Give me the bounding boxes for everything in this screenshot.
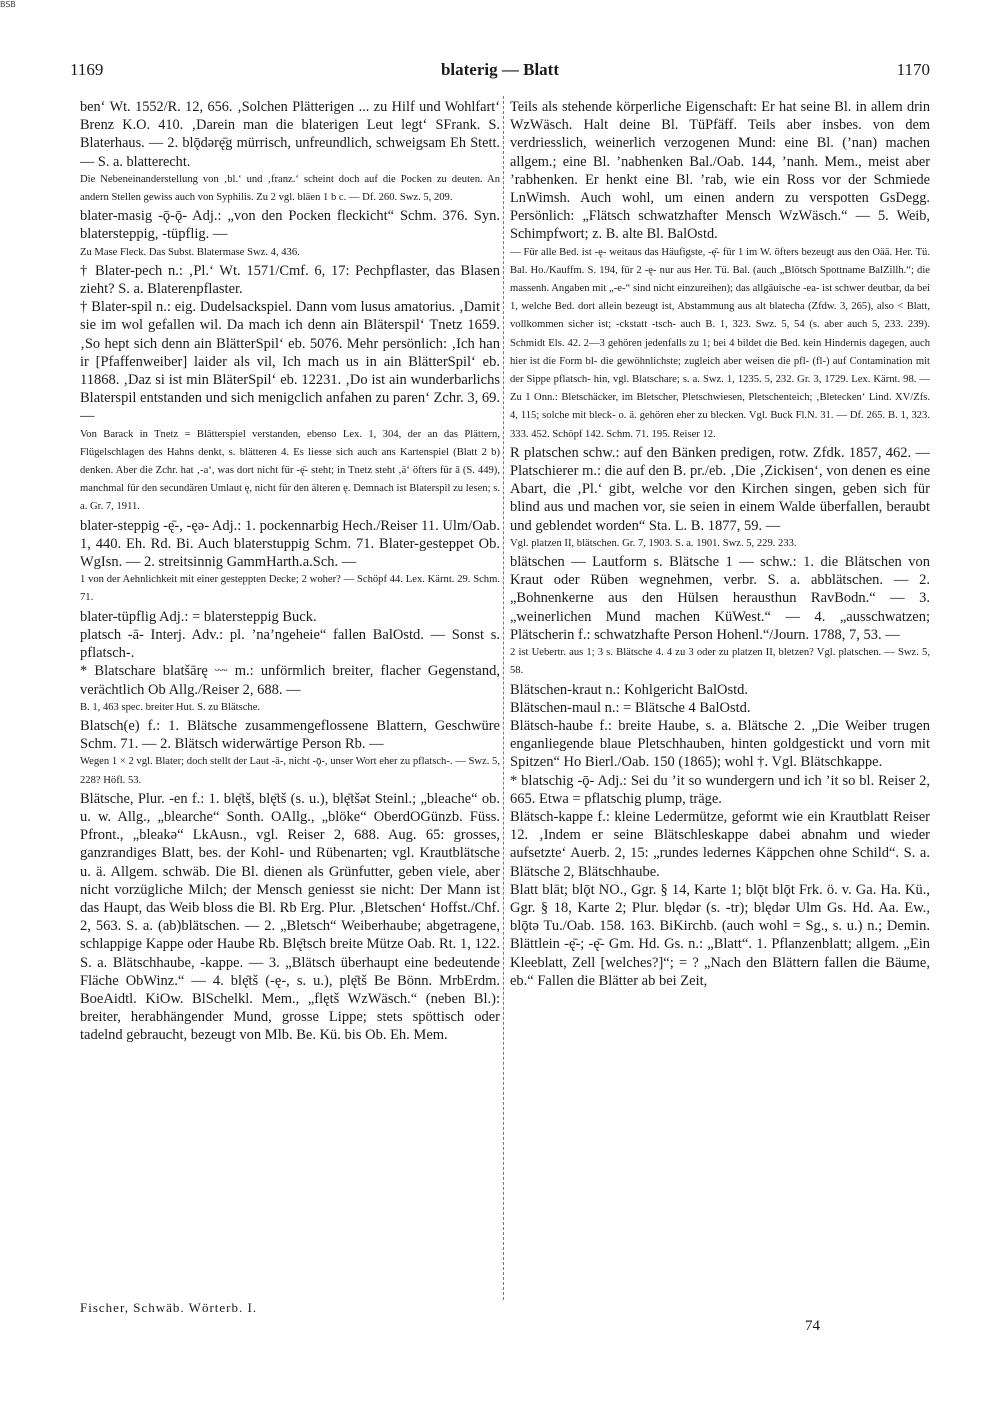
dictionary-entry: platsch -ā- Interj. Adv.: pl. ’na’ngeheie“ fallen BalOstd. — Sonst s. pflatsch-. (80, 626, 500, 662)
signature-number: 74 (805, 1318, 820, 1334)
etymology-note: Zu Mase Fleck. Das Subst. Blatermase Swz. 4, 436. (80, 246, 300, 258)
etymology-note: 1 von der Aehnlichkeit mit einer gesteppten Decke; 2 woher? — Schöpf 44. Lex. Kärnt. 29. Schm. 71. (80, 574, 500, 604)
dictionary-entry: ben‘ Wt. 1552/R. 12, 656. ‚Solchen Plätterigen ... zu Hilf und Wohlfart‘ Brenz K.O. 410. ‚Darein man die blaterigen Leut legt‘ SFrank. S. Blaterhaus. — 2. blǭdərę̄g mürrisch, unfreundlich, schweigsam Eh Stett. — S. a. blatterecht. (80, 99, 500, 170)
dictionary-entry: * blatschig -ǭ- Adj.: Sei du ’it so wundergern und ich ’it so bl. Reiser 2, 665. Etwa = pflatschig plump, träge. (510, 772, 930, 807)
dictionary-entry: * Blatschare blatšārę ᵕᵕᵕ m.: unförmlich breiter, flacher Gegenstand, verächtlich Ob Allg./Reiser 2, 688. — (80, 663, 500, 698)
etymology-note: Wegen 1 × 2 vgl. Blater; doch stellt der Laut -ā-, nicht -ǭ-, unser Wort eher zu pflatsch-. — Swz. 5, 228? Höfl. 53. (80, 756, 500, 786)
dictionary-entry: blätschen — Lautform s. Blätsche 1 — schw.: 1. die Blätschen von Kraut oder Rüben wegnehmen, verbr. S. a. abblätschen. — 2. „Bohnenkerne aus den Hülsen herausthun RavBodn.“ — 3. „weinerlichen Mund machen KüWest.“ — 4. „ausschwatzen; Plätscherin f.: schwatzhafte Person Hohenl.“/Journ. 1788, 7, 53. — (510, 554, 930, 643)
etymology-note: Vgl. platzen II, blätschen. Gr. 7, 1903. S. a. 1901. Swz. 5, 229. 233. (510, 537, 797, 549)
dictionary-entry: Blätschen-maul n.: = Blätsche 4 BalOstd. (510, 699, 751, 716)
publisher-footer: Fischer, Schwäb. Wörterb. I. (80, 1300, 258, 1315)
dictionary-entry: Blätschen-kraut n.: Kohlgericht BalOstd. (510, 681, 748, 698)
dictionary-entry: Blatt blāt; blǭt NO., Ggr. § 14, Karte 1; blǭt blǭt Frk. ö. v. Ga. Ha. Kü., Ggr. § 18, Karte 2; Plur. blędər (s. -tr); blędər Ulm Gs. Hd. Aa. Ew., blǭtə Tu./Oab. 158. 163. BiKirchb. (auch wohl = Sg., s. u.) n.; Demin. Blättlein -ę̄-; -ę̄- Gm. Hd. Gs. n.: „Blatt“. 1. Pflanzenblatt; allgem. „Ein Kleeblatt, Zell [welches?]“; = ? „Nach den Blättern fallen die Bäume, eb.“ Fallen die Blätter ab bei Zeit, (510, 881, 930, 989)
left-column (80, 98, 500, 1290)
dictionary-entry: Teils als stehende körperliche Eigenschaft: Er hat seine Bl. in allem drin WzWäsch. Halt deine Bl. TüPfäff. Teils aber insbes. von dem verdriesslich, weinerlich verzogenen Mund: eine Bl. (’nan) machen allgem.; eine Bl. ’nabhenken Bal./Oab. 144, ’nanh. Mem., meist aber ’rabhenken. Er henkt eine Bl. ’rab, wie ein Ross vor der Schmiede LnWimsh. Auch wohl, um einen andern zu verspotten GsDegg. Persönlich: „Flätsch schwatzhafter Mensch WzWäsch.“ — 5. Weib, Schimpfwort; z. B. alte Bl. BalOstd. (510, 99, 930, 243)
etymology-note: 2 ist Uebertr. aus 1; 3 s. Blätsche 4. 4 zu 3 oder zu platzen II, bletzen? Vgl. platschen. — Swz. 5, 58. (510, 647, 930, 677)
dictionary-entry: † Blater-pech n.: ‚Pl.‘ Wt. 1571/Cmf. 6, 17: Pechpflaster, das Blasen zieht? S. a. Blaterenpflaster. (80, 262, 500, 298)
library-stamp: BSB (0, 0, 16, 9)
page-number-right: 1170 (896, 60, 930, 79)
dictionary-entry: blater-tüpflig Adj.: = blatersteppig Buck. (80, 608, 317, 625)
right-column (510, 98, 930, 1350)
column-divider (503, 96, 504, 1300)
dictionary-entry: Blätsch-kappe f.: kleine Ledermütze, geformt wie ein Krautblatt Reiser 12. ‚Indem er seine Blätschleskappe dabei abnahm und wieder aufsetzte‘ Auerb. 2, 15: „rundes ledernes Käppchen ohne Schild“. S. a. Blätsche 2, Blätschhaube. (510, 808, 930, 880)
etymology-note: Von Barack in Tnetz = Blätterspiel verstanden, ebenso Lex. 1, 304, der an das Plättern, Flügelschlagen des Hahns denkt, s. blätteren 4. Es liesse sich auch ans Kartenspiel (Blatt 2 b) denken. Aber die Zchr. hat ‚-a‘, was dort nicht für -ę̄- steht; in Tnetz steht ‚ä‘ öfters für ā (S. 449), manchmal für den secundären Umlaut ę, nicht für den älteren ę. Demnach ist Blaterspil zu lesen; s. a. Gr. 7, 1911. (80, 428, 500, 513)
etymology-note: B. 1, 463 spec. breiter Hut. S. zu Blätsche. (80, 701, 261, 713)
page-header (70, 60, 930, 86)
dictionary-entry: † Blater-spil n.: eig. Dudelsackspiel. Dann vom lusus amatorius. ‚Damit sie im wol gefallen wil. Da mach ich denn ain Bläterspil‘ Tnetz 1659. ‚So hept sich denn ain BlätterSpil‘ eb. 5076. Mehr persönlich: ‚Ich han ir [Pfaffenweiber] laider als vil, Ich mach us in ain BlätterSpil‘ eb. 11868. ‚Daz si ist min BläterSpil‘ eb. 12231. ‚Do ist ain wunderbarlichs Blaterspil entstanden und sich menigclich anfahen zu paren‘ Zchr. 3, 69. — (80, 299, 500, 425)
dictionary-entry: Blätsche, Plur. -en f.: 1. blę̄tš, blę̄tš (s. u.), blę̄tšət Steinl.; „bleache“ ob. u. w. Allg., „blearche“ Sonth. OAllg., „blöke“ OberdOGünzb. Füss. Pfront., „bleakə“ LkAusn., vgl. Reiser 2, 688. Aug. 65: grosses, ganzrandiges Blatt, bes. der Kohl- und Rübenarten; vgl. Krautblätsche u. ä. Allgem. schwäb. Die Bl. dienen als Grünfutter, geben viele, aber nicht vorzügliche Milch; der Mensch geniesst sie nicht: Der Mann ist das Haupt, das Weib bloss die Bl. Rb Erg. Plur. ‚Bletschen‘ Hoffst./Chf. 2, 563. S. a. (ab)blätschen. — 2. „Bletsch“ Weiberhaube; abgetragene, schlappige Kappe oder Haube Rb. Blę̄tsch breite Mütze Oab. Rt. 1, 122. S. a. Blätschhaube, -kappe. — 3. „Blätsch überhaupt eine bedeutende Fläche ObWinz.“ — 4. blę̄tš (-ę-, s. u.), plę̄tš Be Bönn. MrbErdm. BoeAidtl. KiOw. BlSchelkl. Mem., „flętš WzWäsch.“ (neben Bl.): breiter, herabhängender Mund, grosse Lippe; stets spöttisch oder tadelnd gebraucht, bezeugt von Mlb. Be. Kü. bis Ob. Eh. Mem. (80, 790, 500, 1044)
etymology-note: Die Nebeneinanderstellung von ‚bl.‘ und ‚franz.‘ scheint doch auf die Pocken zu deuten. An andern Stellen gewiss auch von Syphilis. Zu 2 vgl. bläen 1 b c. — Df. 260. Swz. 5, 209. (80, 173, 500, 204)
dictionary-entry: Blätsch-haube f.: breite Haube, s. a. Blätsche 2. „Die Weiber trugen enganliegende blaue Pletschhauben, hinten goldgestickt und vorn mit Spitzen“ Ho Bierl./Oab. 150 (1865); wohl †. Vgl. Blätschkappe. (510, 717, 930, 771)
dictionary-entry: blater-steppig -ę̄-, -ęə- Adj.: 1. pockennarbig Hech./Reiser 11. Ulm/Oab. 1, 440. Eh. Rd. Bi. Auch blaterstuppig Schm. 71. Blater-gesteppet Ob. WgIsn. — 2. streitsinnig GammHarth.a.Sch. — (80, 517, 500, 571)
dictionary-entry: blater-masig -ǭ-ǭ- Adj.: „von den Pocken fleckicht“ Schm. 376. Syn. blatersteppig, -tüpflig. — (80, 208, 500, 243)
running-title: blaterig — Blatt (440, 60, 560, 79)
page-number-left: 1169 (70, 60, 104, 79)
etymology-note: — Für alle Bed. ist -ę- weitaus das Häufigste, -ę̄- für 1 im W. öfters bezeugt aus den Oää. Her. Tü. Bal. Ho./Kauffm. S. 194, für 2 -ę- nur aus Her. Tü. Bal. (auch „Blötsch Spottname BalZillh.“; die massenh. Angaben mit „-e-“ sind nicht einzureihen); das allgäuische -ea- ist schwer deutbar, da bei 1, welche Bed. dort allein bezeugt ist, Abstammung aus alt blatecha (Zfdw. 3, 265), also < Blatt, vollkommen sicher ist; -ckstatt -tsch- auch B. 1, 323. Swz. 5, 54 (s. aber auch 5, 233. 239). Schmidt Els. 42. 2—3 gehören jedenfalls zu 1; bei 4 bildet die Bed. kein Hindernis dagegen, auch hier ist die Form bl- die gewöhnlichste; zugleich aber weisen die pfl- (fl-) auf Contamination mit der Sippe pflatsch- hin, vgl. Blatschare; s. a. Swz. 1, 1235. 5, 232. Gr. 3, 1729. Lex. Kärnt. 98. — Zu 1 Onn.: Bletschäcker, im Bletscher, Pletschwiesen, Pletschenteich; ‚Bletecken‘ Lind. XV/Zfs. 4, 115; solche mit bleck- o. ä. gehören eher zu blecken. Vgl. Buck Fl.N. 31. — Df. 265. B. 1, 323. 333. 452. Schöpf 142. Schm. 71. 195. Reiser 12. (510, 246, 930, 440)
dictionary-entry: R platschen schw.: auf den Bänken predigen, rotw. Zfdk. 1857, 462. — Platschierer m.: die auf den B. pr./eb. ‚Die ‚Zickisen‘, von denen es eine Abart, die ‚Pl.‘ gibt, welche vor den Kirchen singen, geben sich für blind aus und machen vor, sie seien in einem Walde überfallen, beraubt und geblendet worden“ Sta. L. B. 1877, 59. — (510, 444, 930, 534)
dictionary-entry: Blatsch(e) f.: 1. Blätsche zusammengeflossene Blattern, Geschwüre Schm. 71. — 2. Blätsch widerwärtige Person Rb. — (80, 717, 500, 753)
